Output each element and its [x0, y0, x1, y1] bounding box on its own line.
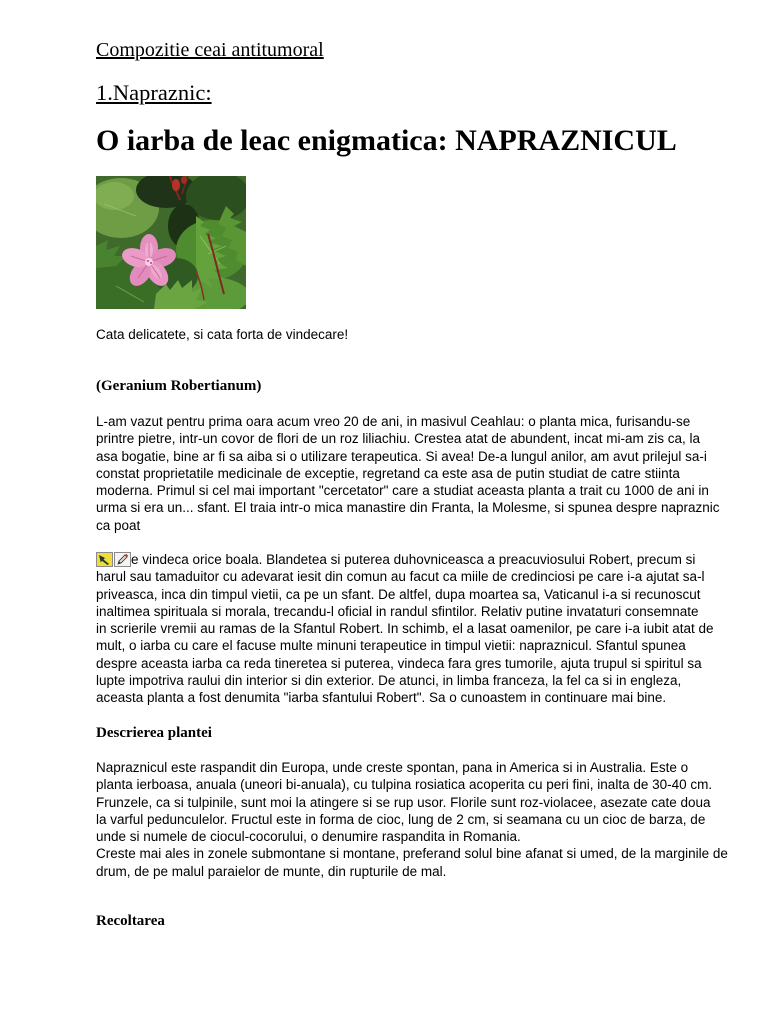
photo-caption: Cata delicatete, si cata forta de vindecare!: [96, 327, 349, 342]
paragraph-line: printre pietre, intr-un covor de flori de un roz liliachiu. Crestea atat de abundent, incat mi-am zis ca, la: [96, 431, 701, 447]
paragraph-line: lupte impotriva raului din interior si din exterior. De atunci, in limba franceza, la fel ca si in engleza,: [96, 673, 682, 689]
harvest-heading: Recoltarea: [96, 913, 165, 929]
section-subheading: 1.Napraznic:: [96, 80, 212, 105]
paragraph-line: harul sau tamaduitor cu adevarat iesit din comun au facut ca miile de credinciosi pe care i-a ajutat sa-l: [96, 569, 705, 585]
arrow-icon[interactable]: [96, 552, 113, 567]
article-title: O iarba de leac enigmatica: NAPRAZNICUL: [96, 124, 677, 157]
paragraph-line: Creste mai ales in zonele submontane si montane, preferand solul bine afanat si umed, de la marginile de: [96, 846, 728, 862]
paragraph-line: in scrierile vremii au ramas de la Sfantul Robert. In schimb, el a lasat oamenilor, pe care i-a iubit atat de: [96, 621, 714, 637]
intro-paragraph: [96, 413, 720, 534]
paragraph-line: unde si numele de ciocul-cocorului, o denumire raspandita in Romania.: [96, 829, 521, 845]
paragraph-line: planta ierboasa, anuala (uneori bi-anuala), cu tulpina rosiatica acoperita cu peri fini, inalta de 30-40 cm.: [96, 777, 713, 793]
paragraph-line: la varful pedunculelor. Fructul este in forma de cioc, lung de 2 cm, si seamana cu un cioc de barza, de: [96, 811, 706, 827]
description-heading: Descrierea plantei: [96, 725, 212, 741]
document-heading: Compozitie ceai antitumoral: [96, 39, 324, 61]
paragraph-line: urma si era un... sfant. El traia intr-o mica manastire din Franta, la Molesme, si spunea despre napraznic: [96, 500, 720, 516]
paragraph-line: mult, o iarba cu care el facuse multe minuni terapeutice in timpul vietii: napraznicul. Sfantul spunea: [96, 638, 686, 654]
paragraph-line: asa bogatie, bine ar fi sa aiba si o utilizare terapeutica. Si avea! De-a lungul anilor, am avut prilejul sa-i: [96, 448, 707, 464]
paragraph-line: despre aceasta iarba ca reda tineretea si puterea, vindeca fara gres tumorile, ajuta trupul si spiritul sa: [96, 655, 702, 671]
paragraph-line: Frunzele, ca si tulpinile, sunt moi la atingere si se rup usor. Florile sunt roz-violacee, asezate cate doua: [96, 794, 711, 810]
paragraph-line-text: e vindeca orice boala. Blandetea si puterea duhovniceasca a preacuviosului Robert, precum si: [131, 552, 696, 567]
paragraph-line: aceasta planta a fost denumita "iarba sfantului Robert". Sa o cunoastem in continuare mai bine.: [96, 690, 667, 706]
paragraph-line: L-am vazut pentru prima oara acum vreo 20 de ani, in masivul Ceahlau: o planta mica, furisandu-se: [96, 414, 691, 429]
plant-photo: [96, 176, 246, 309]
paragraph-line: priveasca, inca din timpul vietii, ca pe un sfant. De altfel, dupa moartea sa, Vaticanul i-a si recunoscut: [96, 586, 701, 602]
legend-paragraph: [96, 551, 714, 707]
pencil-icon[interactable]: [114, 552, 131, 567]
description-paragraph: [96, 759, 728, 880]
scientific-name: (Geranium Robertianum): [96, 378, 262, 394]
paragraph-line: moderna. Primul si cel mai important "cercetator" care a studiat aceasta planta a trait cu 1000 de ani in: [96, 483, 709, 499]
paragraph-line-with-annotations: [96, 551, 714, 568]
paragraph-line: constat proprietatile medicinale de exceptie, regretand ca este asa de putin studiat de catre stiinta: [96, 465, 680, 481]
paragraph-line: Napraznicul este raspandit din Europa, unde creste spontan, pana in America si in Australia. Este o: [96, 760, 689, 775]
paragraph-line: ca poat: [96, 517, 141, 533]
paragraph-line: drum, de pe malul paraielor de munte, din rupturile de mal.: [96, 863, 447, 879]
paragraph-line: inaltimea spirituala si morala, trecandu-l oficial in randul sfintilor. Relativ putine invataturi consemnate: [96, 603, 699, 619]
